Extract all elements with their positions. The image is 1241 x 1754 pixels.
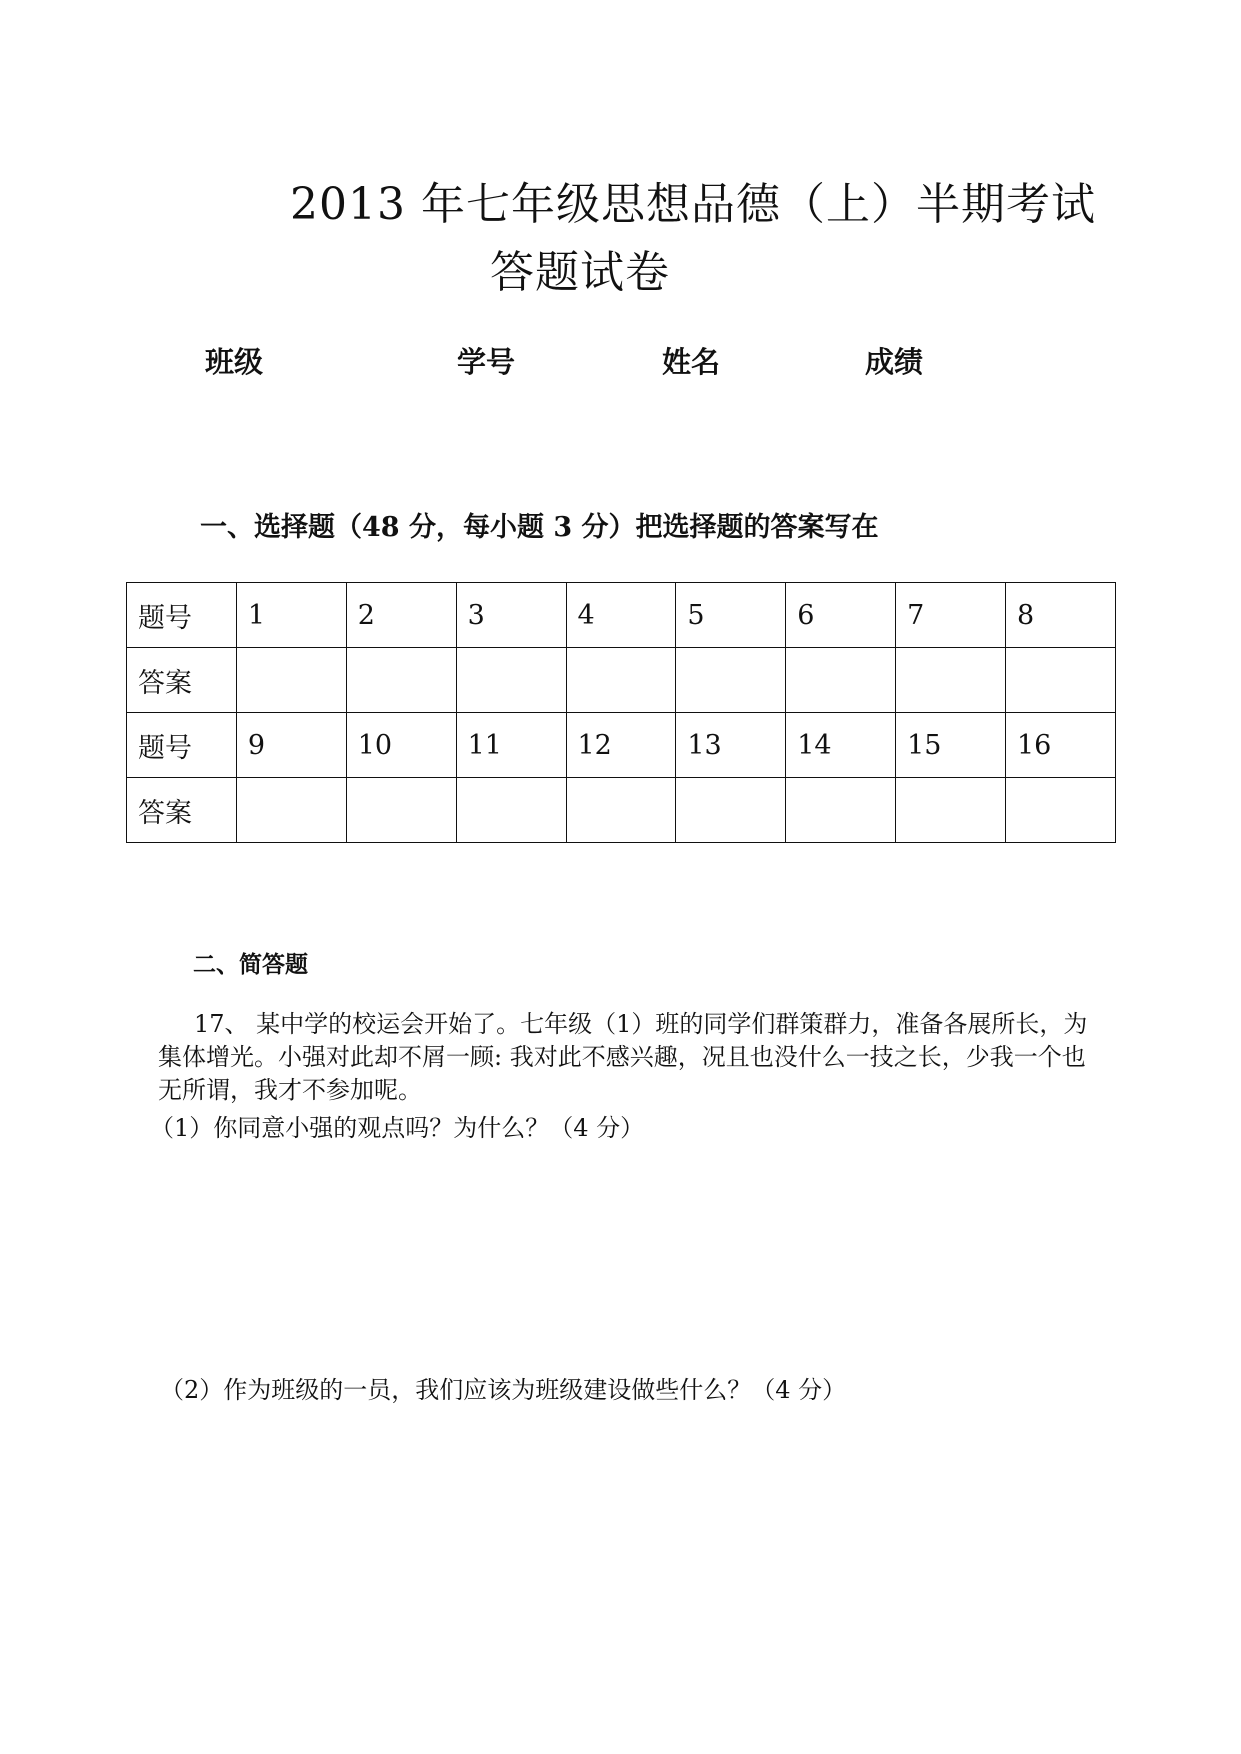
answer-table — [126, 582, 1116, 843]
answer-cell[interactable] — [896, 648, 1006, 713]
name-label: 姓名 — [662, 345, 721, 379]
table-cell: 12 — [566, 713, 676, 778]
table-cell: 11 — [456, 713, 566, 778]
table-cell: 3 — [456, 583, 566, 648]
question-17-line2: 集体增光。小强对此却不屑一顾: 我对此不感兴趣，况且也没什么一技之长，少我一个也 — [158, 1043, 1086, 1071]
class-label: 班级 — [205, 345, 264, 379]
table-cell: 9 — [236, 713, 346, 778]
table-cell: 2 — [346, 583, 456, 648]
table-cell: 13 — [676, 713, 786, 778]
answer-cell[interactable] — [896, 778, 1006, 843]
answer-cell[interactable] — [456, 778, 566, 843]
table-row — [127, 583, 1116, 648]
table-cell: 题号 — [127, 583, 237, 648]
table-cell: 题号 — [127, 713, 237, 778]
table-cell: 1 — [236, 583, 346, 648]
answer-cell[interactable] — [676, 648, 786, 713]
answer-cell[interactable] — [236, 648, 346, 713]
answer-cell[interactable] — [566, 648, 676, 713]
answer-cell[interactable] — [346, 648, 456, 713]
table-cell: 6 — [786, 583, 896, 648]
exam-title-line2: 答题试卷 — [490, 247, 670, 298]
table-cell: 10 — [346, 713, 456, 778]
question-17-sub2: （2）作为班级的一员，我们应该为班级建设做些什么？（4 分） — [160, 1376, 847, 1404]
answer-cell[interactable] — [1006, 648, 1116, 713]
table-cell: 4 — [566, 583, 676, 648]
table-row — [127, 648, 1116, 713]
student-id-label: 学号 — [457, 345, 516, 379]
answer-cell[interactable] — [786, 648, 896, 713]
answer-cell[interactable] — [566, 778, 676, 843]
table-cell: 8 — [1006, 583, 1116, 648]
exam-title-line1: 2013 年七年级思想品德（上）半期考试 — [290, 179, 1096, 230]
answer-cell[interactable] — [1006, 778, 1116, 843]
question-17-sub1: （1）你同意小强的观点吗？为什么？（4 分） — [150, 1114, 645, 1142]
table-cell: 答案 — [127, 778, 237, 843]
table-row — [127, 778, 1116, 843]
table-cell: 15 — [896, 713, 1006, 778]
section1-heading: 一、选择题（48 分，每小题 3 分）把选择题的答案写在 — [200, 512, 879, 543]
score-label: 成绩 — [865, 345, 924, 379]
question-17-line3: 无所谓，我才不参加呢。 — [158, 1076, 422, 1104]
table-cell: 7 — [896, 583, 1006, 648]
question-17-line1: 17、 某中学的校运会开始了。七年级（1）班的同学们群策群力，准备各展所长，为 — [194, 1010, 1088, 1038]
answer-cell[interactable] — [786, 778, 896, 843]
table-cell: 答案 — [127, 648, 237, 713]
section2-heading: 二、简答题 — [193, 951, 308, 978]
answer-cell[interactable] — [456, 648, 566, 713]
answer-cell[interactable] — [676, 778, 786, 843]
table-cell: 16 — [1006, 713, 1116, 778]
answer-cell[interactable] — [236, 778, 346, 843]
answer-cell[interactable] — [346, 778, 456, 843]
question-17 — [158, 1008, 1113, 1107]
table-cell: 5 — [676, 583, 786, 648]
table-cell: 14 — [786, 713, 896, 778]
table-row — [127, 713, 1116, 778]
